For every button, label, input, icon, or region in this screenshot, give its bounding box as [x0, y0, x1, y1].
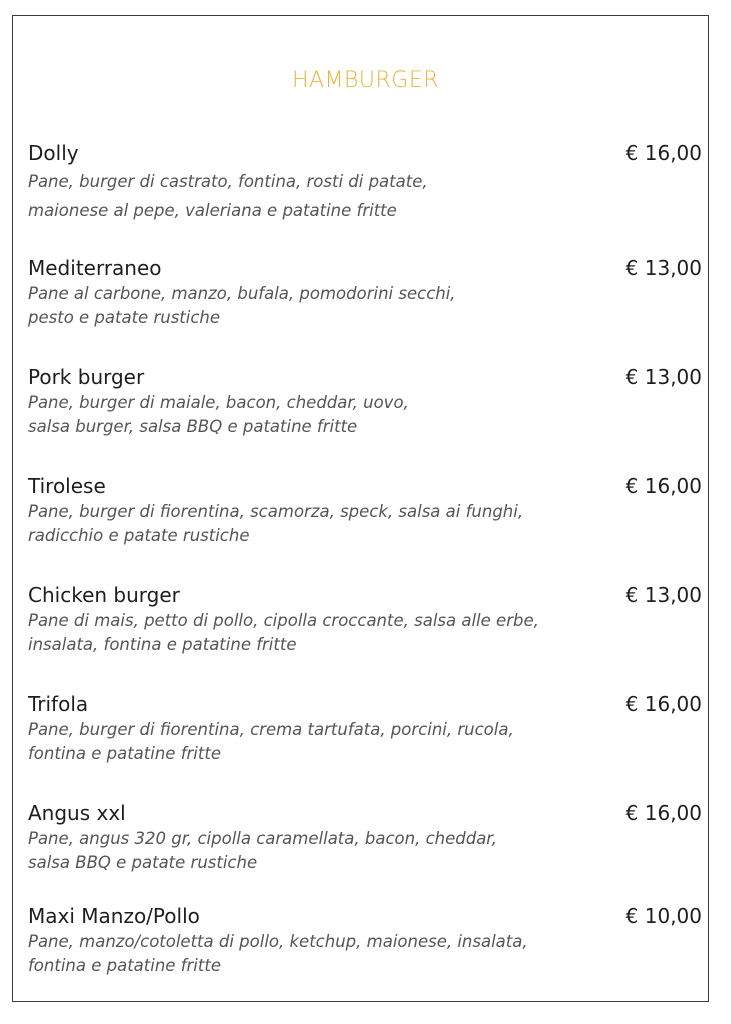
item-description-line: insalata, fontina e patatine fritte [28, 635, 297, 654]
item-description-line: Pane di mais, petto di pollo, cipolla croccante, salsa alle erbe, [28, 611, 539, 630]
item-description [28, 391, 409, 439]
item-price: € 16,00 [625, 801, 702, 825]
item-name: Mediterraneo [28, 256, 162, 280]
item-description-line: salsa burger, salsa BBQ e patatine fritte [28, 417, 358, 436]
item-description-line: salsa BBQ e patate rustiche [28, 853, 258, 872]
item-description-line: pesto e patate rustiche [28, 308, 221, 327]
item-name: Maxi Manzo/Pollo [28, 904, 200, 928]
item-price: € 13,00 [625, 365, 702, 389]
item-description [28, 718, 514, 766]
item-description-line: maionese al pepe, valeriana e patatine fritte [28, 201, 397, 220]
item-description-line: fontina e patatine fritte [28, 744, 221, 763]
item-description-line: Pane al carbone, manzo, bufala, pomodorini secchi, [28, 284, 456, 303]
item-description-line: Pane, burger di maiale, bacon, cheddar, uovo, [28, 393, 409, 412]
item-description [28, 282, 456, 330]
item-description [28, 609, 539, 657]
item-price: € 16,00 [625, 141, 702, 165]
item-description-line: Pane, burger di castrato, fontina, rosti di patate, [28, 172, 428, 191]
item-description [28, 500, 523, 548]
item-price: € 16,00 [625, 474, 702, 498]
item-name: Dolly [28, 141, 79, 165]
item-price: € 13,00 [625, 256, 702, 280]
item-name: Pork burger [28, 365, 145, 389]
item-price: € 16,00 [625, 692, 702, 716]
item-description [28, 827, 497, 875]
item-name: Tirolese [28, 474, 106, 498]
item-price: € 13,00 [625, 583, 702, 607]
item-description-line: Pane, burger di fiorentina, scamorza, speck, salsa ai funghi, [28, 502, 524, 521]
item-description [28, 167, 428, 225]
item-name: Trifola [28, 692, 89, 716]
item-description-line: radicchio e patate rustiche [28, 526, 250, 545]
section-title: HAMBURGER [291, 68, 440, 93]
item-description-line: Pane, angus 320 gr, cipolla caramellata, bacon, cheddar, [28, 829, 497, 848]
item-description-line: Pane, manzo/cotoletta di pollo, ketchup, maionese, insalata, [28, 932, 528, 951]
item-description [28, 930, 528, 978]
item-name: Angus xxl [28, 801, 126, 825]
item-price: € 10,00 [625, 904, 702, 928]
item-name: Chicken burger [28, 583, 180, 607]
item-description-line: Pane, burger di fiorentina, crema tartufata, porcini, rucola, [28, 720, 514, 739]
item-description-line: fontina e patatine fritte [28, 956, 221, 975]
